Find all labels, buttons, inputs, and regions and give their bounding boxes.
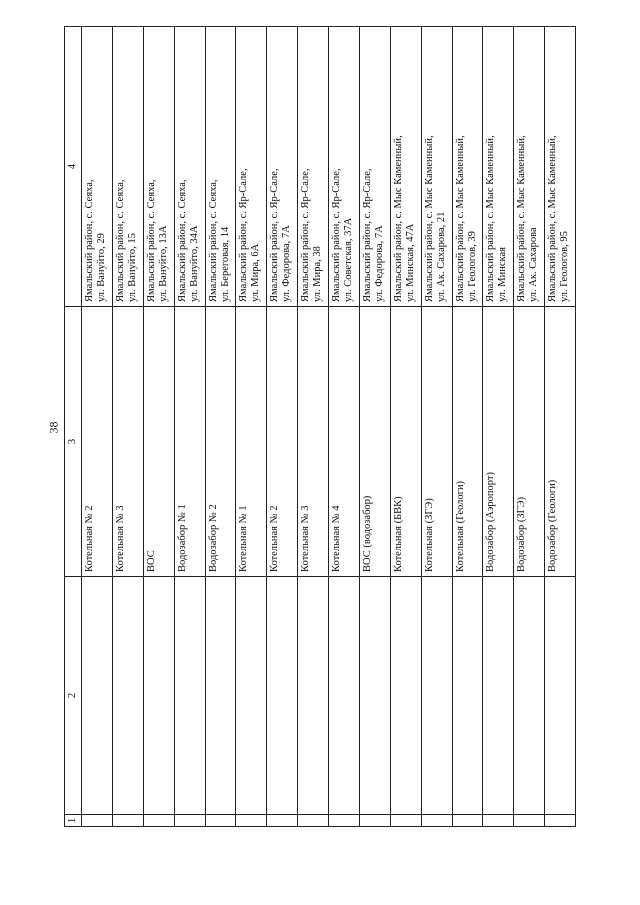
address-cell [483,27,514,307]
row-number-cell [514,815,545,827]
object-name-cell: Водозабор (ЗГЭ) [514,307,545,577]
column-header-2: 2 [65,577,82,815]
address-line-2: ул. Береговая, 14 [219,226,231,302]
row-number-cell [545,815,576,827]
address-line-1: Ямальский район, с. Сеяха, [114,179,126,302]
row-number-cell [112,815,143,827]
object-name-cell: Котельная (ЗГЭ) [421,307,452,577]
row-number-cell [483,815,514,827]
address-line-1: Ямальский район, с. Яр-Сале, [361,168,373,302]
address-line-2: ул. Федорова, 7А [281,225,293,302]
empty-cell [236,577,267,815]
table-row [514,27,545,827]
address-line-2: ул. Советская, 37А [343,217,354,302]
object-name-cell: Водозабор № 1 [174,307,205,577]
object-name-cell: Котельная № 3 [112,307,143,577]
address-line-1: Ямальский район, с. Мыс Каменный, [485,135,497,302]
address-cell [205,27,236,307]
object-name-cell: Водозабор (Геологи) [545,307,576,577]
rotated-table-container [64,27,576,827]
row-number-cell [359,815,390,827]
table-row [298,27,329,827]
address-line-1: Ямальский район, с. Мыс Каменный, [454,135,466,302]
empty-cell [421,577,452,815]
empty-cell [112,577,143,815]
empty-cell [329,577,360,815]
table-row [205,27,236,827]
empty-cell [359,577,390,815]
address-cell [298,27,329,307]
table-row [545,27,576,827]
empty-cell [205,577,236,815]
column-header-3: 3 [65,307,82,577]
table-row [267,27,298,827]
object-name-cell: Водозабор (Аэропорт) [483,307,514,577]
address-line-1: Ямальский район, с. Мыс Каменный, [392,135,404,302]
row-number-cell [267,815,298,827]
table-row [329,27,360,827]
address-line-2: ул. Мира, 38 [312,246,324,302]
row-number-cell [236,815,267,827]
address-line-2: ул. Геологов, 39 [466,231,478,302]
row-number-cell [298,815,329,827]
address-line-2: ул. Вануйто, 29 [96,233,107,302]
address-cell [545,27,576,307]
empty-cell [143,577,174,815]
address-line-2: ул. Федорова, 7А [373,225,385,302]
address-cell [329,27,360,307]
address-line-1: Ямальский район, с. Мыс Каменный, [423,135,435,302]
table-row [82,27,113,827]
table-row [421,27,452,827]
address-line-2: ул. Ак. Сахарова, 21 [435,211,447,302]
address-line-2: ул. Вануйто, 34А [188,225,200,302]
table-row [483,27,514,827]
address-line-2: ул. Ак. Сахарова [528,227,540,302]
address-cell [112,27,143,307]
address-cell [359,27,390,307]
address-line-1: Ямальский район, с. Яр-Сале, [331,168,342,302]
table-row [236,27,267,827]
column-header-1: 1 [65,815,82,827]
address-cell [390,27,421,307]
row-number-cell [421,815,452,827]
address-cell [267,27,298,307]
object-name-cell: Котельная (Геологи) [452,307,483,577]
object-name-cell: Котельная (БВК) [390,307,421,577]
empty-cell [174,577,205,815]
empty-cell [267,577,298,815]
object-name-cell: Котельная № 1 [236,307,267,577]
empty-cell [545,577,576,815]
address-cell [143,27,174,307]
row-number-cell [143,815,174,827]
table-row [390,27,421,827]
address-line-1: Ямальский район, с. Яр-Сале, [269,168,281,302]
empty-cell [82,577,113,815]
object-name-cell: Котельная № 2 [267,307,298,577]
address-line-2: ул. Вануйто, 13А [157,225,169,302]
column-header-4: 4 [65,27,82,307]
empty-cell [483,577,514,815]
address-line-2: ул. Геологов, 95 [559,231,571,302]
empty-cell [298,577,329,815]
address-line-1: Ямальский район, с. Сеяха, [84,179,95,302]
address-line-1: Ямальский район, с. Сеяха, [207,179,219,302]
address-line-1: Ямальский район, с. Яр-Сале, [238,168,250,302]
empty-cell [452,577,483,815]
row-number-cell [390,815,421,827]
row-number-cell [205,815,236,827]
row-number-cell [329,815,360,827]
address-line-2: ул. Минская [497,247,509,302]
object-name-cell: ВОС [143,307,174,577]
object-name-cell: ВОС (водозабор) [359,307,390,577]
address-line-1: Ямальский район, с. Мыс Каменный, [516,135,528,302]
object-name-cell: Котельная № 2 [82,307,113,577]
table-header-row [65,27,82,827]
row-number-cell [82,815,113,827]
address-line-1: Ямальский район, с. Сеяха, [176,179,188,302]
address-line-2: ул. Вануйто, 15 [126,233,138,302]
address-cell [174,27,205,307]
address-cell [236,27,267,307]
objects-table [64,26,576,827]
object-name-cell: Котельная № 3 [298,307,329,577]
table-row [452,27,483,827]
address-cell [421,27,452,307]
address-line-1: Ямальский район, с. Сеяха, [145,179,157,302]
empty-cell [514,577,545,815]
table-row [112,27,143,827]
object-name-cell: Котельная № 4 [329,307,360,577]
address-cell [452,27,483,307]
address-line-1: Ямальский район, с. Мыс Каменный, [547,135,559,302]
empty-cell [390,577,421,815]
address-cell [82,27,113,307]
page-number: 38 [46,421,61,434]
object-name-cell: Водозабор № 2 [205,307,236,577]
address-cell [514,27,545,307]
address-line-1: Ямальский район, с. Яр-Сале, [300,168,312,302]
row-number-cell [452,815,483,827]
table-row [174,27,205,827]
address-line-2: ул. Мира, 6А [250,243,262,302]
table-row [143,27,174,827]
row-number-cell [174,815,205,827]
table-row [359,27,390,827]
address-line-2: ул. Минская, 47А [404,223,416,302]
